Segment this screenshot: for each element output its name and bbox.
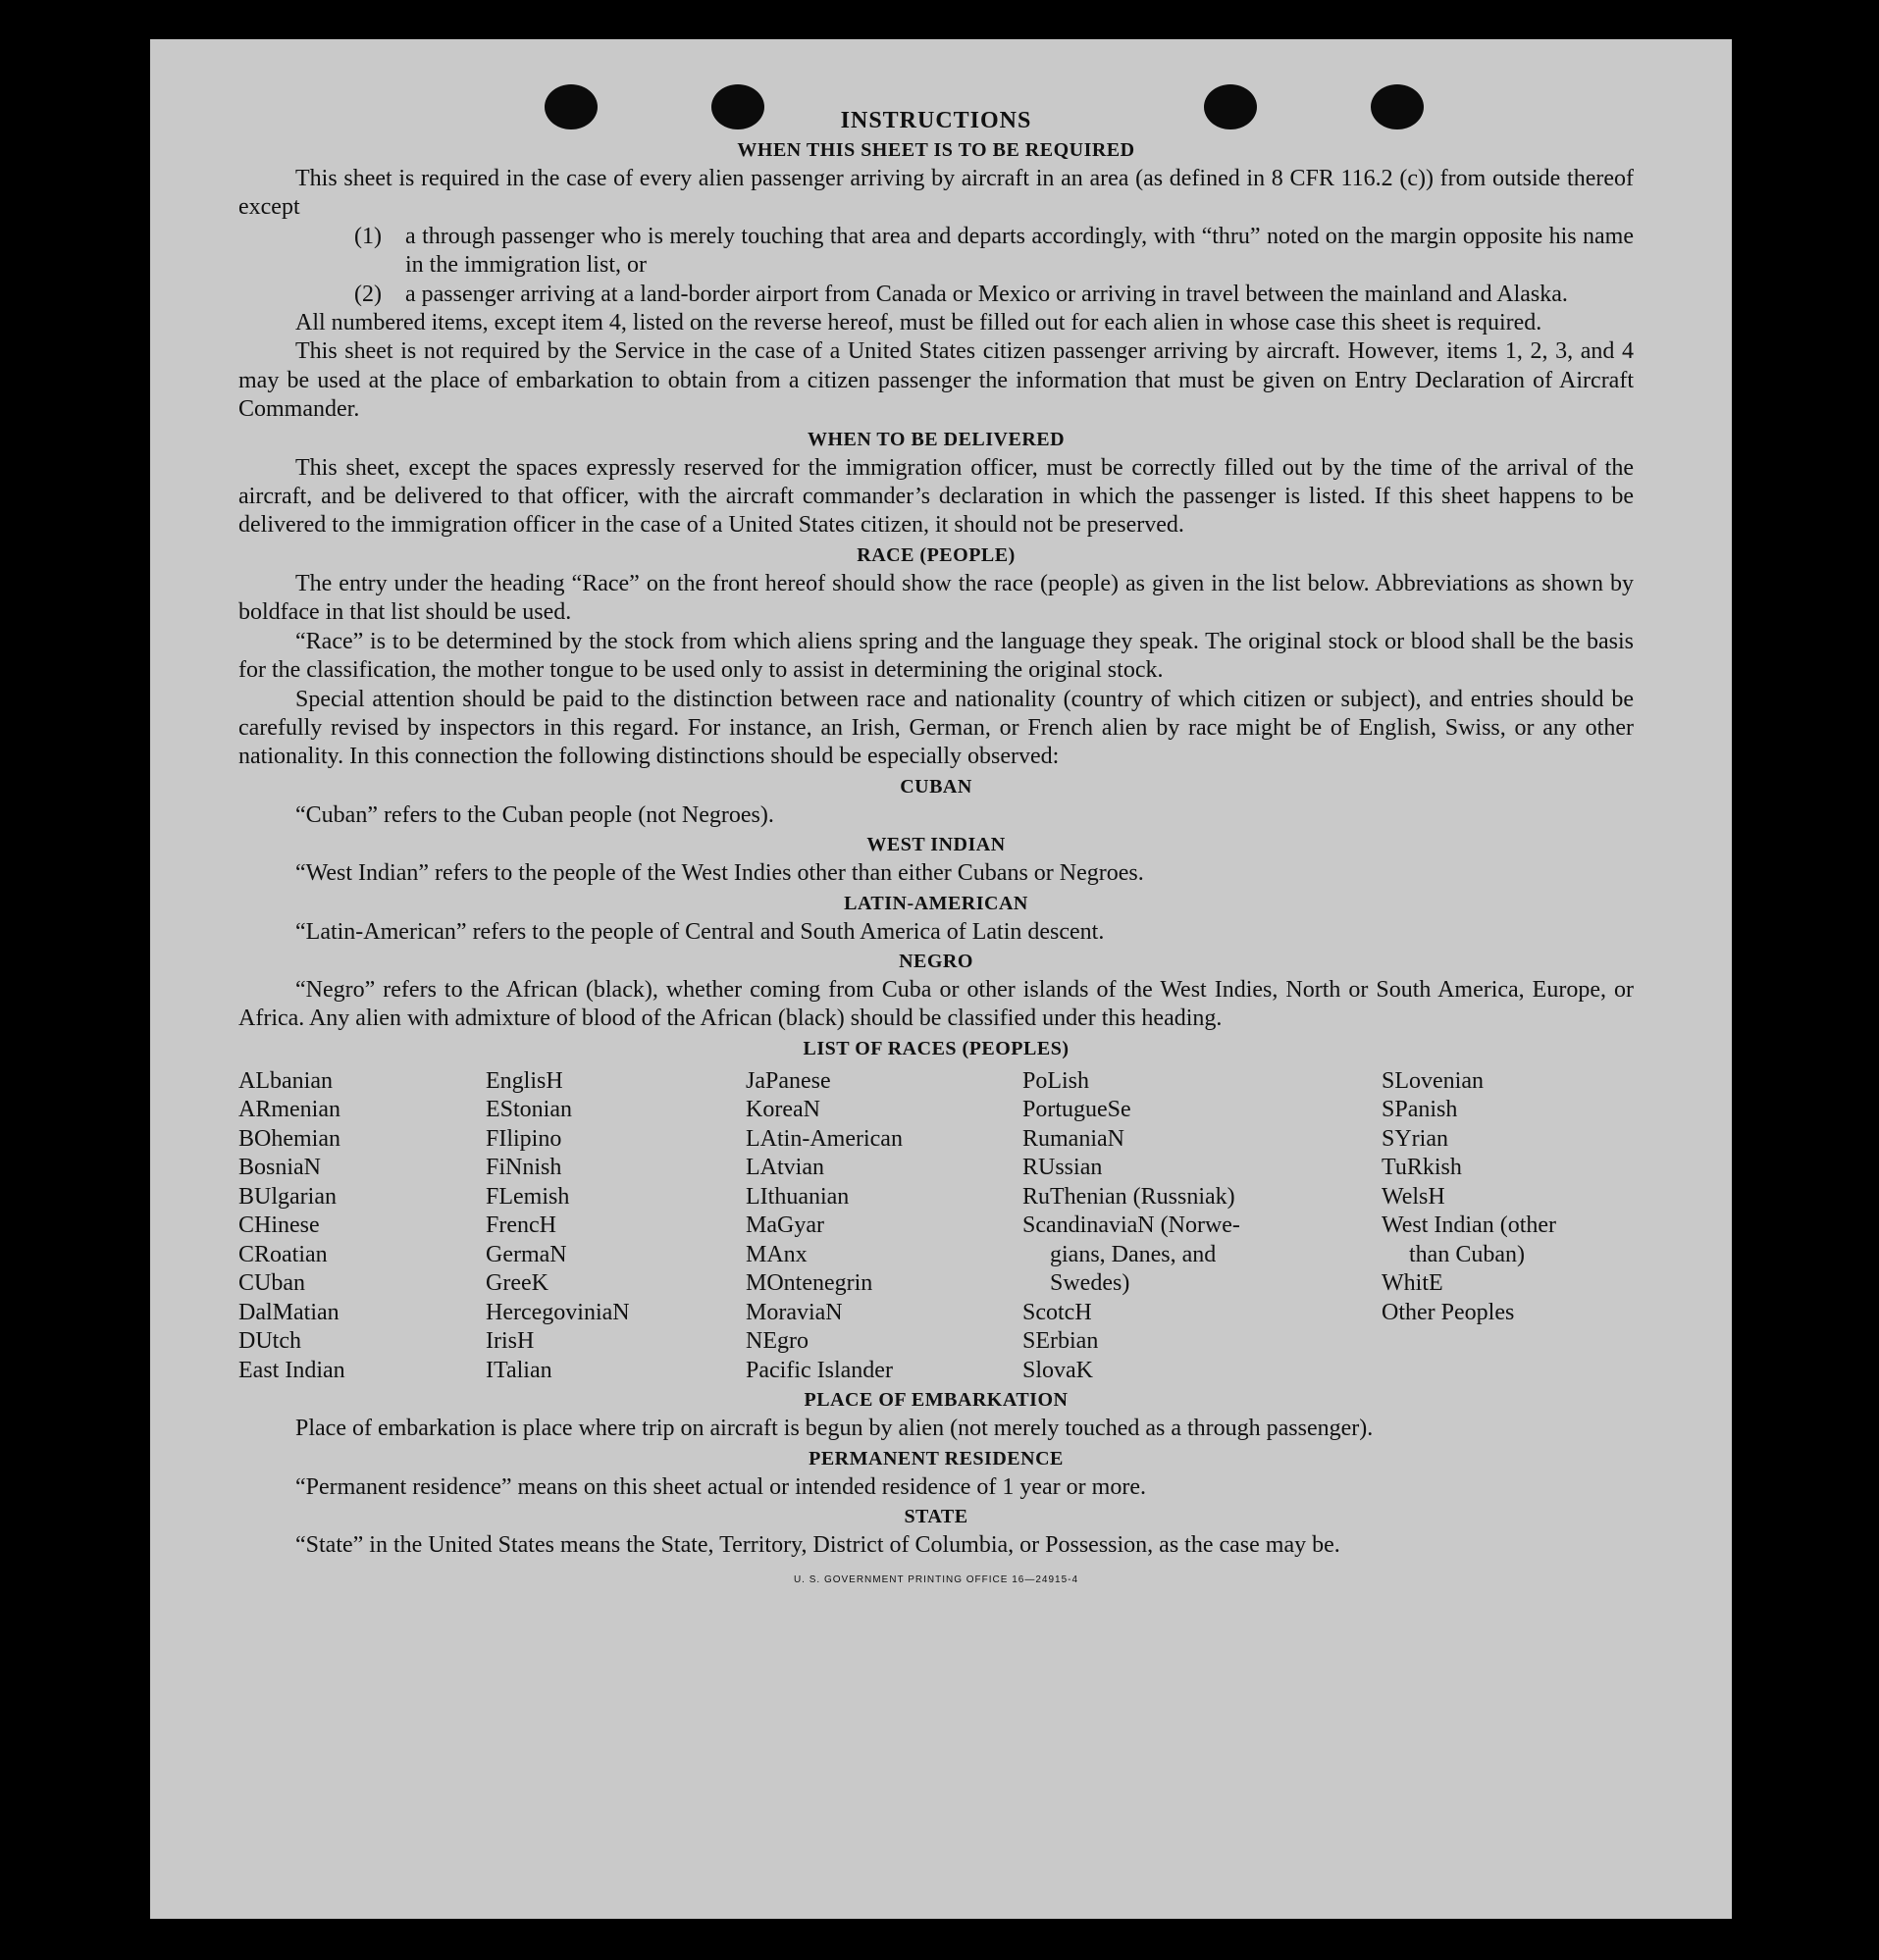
race-entry: TuRkish bbox=[1382, 1155, 1462, 1181]
race-entry: SlovaK bbox=[1022, 1357, 1093, 1383]
paragraph: This sheet is required in the case of every alien passenger arriving by aircraft in an area (as defined in 8 CFR 116.2 (c)) from outside thereof except bbox=[238, 166, 1634, 221]
race-entry: Other Peoples bbox=[1382, 1299, 1515, 1325]
race-entry: ScotcH bbox=[1022, 1299, 1092, 1325]
race-entry: ARmenian bbox=[238, 1097, 340, 1123]
section-heading: CUBAN bbox=[900, 775, 972, 798]
race-entry: Pacific Islander bbox=[746, 1357, 893, 1383]
races-group bbox=[1022, 1067, 1382, 1241]
paragraph: This sheet, except the spaces expressly reserved for the immigration officer, must be correctly filled out by the time of the arrival of the aircraft, and be delivered to that officer, with the aircraft commander’s declaration in which the passenger is listed. If this sheet happens to be delivered to the immigration officer in the case of a United States citizen, it should not be preserved. bbox=[238, 454, 1634, 539]
race-entry: East Indian bbox=[238, 1357, 345, 1383]
races-column bbox=[1022, 1067, 1382, 1386]
race-entry: MAnx bbox=[746, 1241, 808, 1267]
definition: “Latin-American” refers to the people of Central and South America of Latin descent. bbox=[295, 918, 1105, 945]
race-entry: MaGyar bbox=[746, 1212, 824, 1239]
section-heading: PLACE OF EMBARKATION bbox=[804, 1389, 1069, 1412]
races-group bbox=[1382, 1269, 1634, 1327]
race-entry: ALbanian bbox=[238, 1067, 333, 1094]
race-entry: PoLish bbox=[1022, 1067, 1090, 1094]
race-entry: RumaniaN bbox=[1022, 1125, 1124, 1152]
page-title: INSTRUCTIONS bbox=[840, 108, 1032, 133]
races-group bbox=[1382, 1241, 1634, 1270]
race-entry: BUlgarian bbox=[238, 1183, 337, 1210]
paragraph: The entry under the heading “Race” on the front hereof should show the race (people) as given in the list below. Abbreviations as shown by boldface in that list should be used. bbox=[238, 570, 1634, 626]
race-entry: SLovenian bbox=[1382, 1067, 1484, 1094]
list-item bbox=[354, 223, 1634, 281]
paragraph: Special attention should be paid to the distinction between race and nationality (country of which citizen or subject), and entries should be carefully revised by inspectors in this regard. For instance, an Irish, German, or French alien by race might be of English, Swiss, or any other nationality. In this connection the following distinctions should be especially observed: bbox=[238, 686, 1634, 770]
race-entry: PortugueSe bbox=[1022, 1097, 1131, 1123]
printer-imprint: U. S. GOVERNMENT PRINTING OFFICE 16—24915-4 bbox=[793, 1574, 1079, 1586]
race-entry: CUban bbox=[238, 1270, 305, 1297]
race-entry: DUtch bbox=[238, 1328, 301, 1355]
section-heading: LIST OF RACES (PEOPLES) bbox=[803, 1037, 1070, 1059]
race-entry: KoreaN bbox=[746, 1097, 820, 1123]
races-group bbox=[1382, 1067, 1634, 1241]
race-entry: DalMatian bbox=[238, 1299, 339, 1325]
race-entry: MOntenegrin bbox=[746, 1270, 873, 1297]
race-entry: WhitE bbox=[1382, 1270, 1443, 1297]
race-entry: gians, Danes, and bbox=[1050, 1241, 1217, 1267]
item-number: (2) bbox=[354, 281, 382, 307]
race-entry: LIthuanian bbox=[746, 1183, 850, 1210]
race-entry: RuThenian (Russniak) bbox=[1022, 1183, 1235, 1210]
definition: “Negro” refers to the African (black), whether coming from Cuba or other islands of the West Indies, North or South America, Europe, or Africa. Any alien with admixture of blood of the African (black) should be classified under this heading. bbox=[238, 976, 1634, 1032]
race-entry: HercegoviniaN bbox=[486, 1299, 630, 1325]
race-entry: EStonian bbox=[486, 1097, 572, 1123]
races-group bbox=[1022, 1299, 1382, 1386]
section-heading: RACE (PEOPLE) bbox=[857, 543, 1016, 566]
instructions-content bbox=[238, 106, 1634, 1595]
race-entry: GreeK bbox=[486, 1270, 548, 1297]
section-heading: STATE bbox=[904, 1506, 968, 1528]
races-column bbox=[238, 1067, 486, 1386]
race-entry: IrisH bbox=[486, 1328, 535, 1355]
race-entry: EnglisH bbox=[486, 1067, 563, 1094]
race-entry: BOhemian bbox=[238, 1125, 340, 1152]
race-entry: SYrian bbox=[1382, 1125, 1448, 1152]
section-heading: NEGRO bbox=[899, 950, 973, 972]
race-entry: SErbian bbox=[1022, 1328, 1099, 1355]
list-item bbox=[354, 281, 1634, 309]
item-text: a through passenger who is merely touching that area and departs accordingly, with “thru” noted on the margin opposite his name in the immigration list, or bbox=[405, 223, 1634, 279]
item-text: a passenger arriving at a land-border airport from Canada or Mexico or arriving in travel between the mainland and Alaska. bbox=[405, 281, 1568, 307]
race-entry: CHinese bbox=[238, 1212, 320, 1239]
document-sheet bbox=[150, 39, 1732, 1919]
race-entry: CRoatian bbox=[238, 1241, 328, 1267]
section-heading: WHEN THIS SHEET IS TO BE REQUIRED bbox=[737, 139, 1135, 161]
race-entry: NEgro bbox=[746, 1328, 809, 1355]
race-entry: Swedes) bbox=[1050, 1270, 1130, 1297]
race-entry: FrencH bbox=[486, 1212, 556, 1239]
definition: “State” in the United States means the State, Territory, District of Columbia, or Possession, as the case may be. bbox=[295, 1532, 1340, 1559]
races-column bbox=[486, 1067, 746, 1386]
section-heading: WEST INDIAN bbox=[866, 834, 1006, 856]
race-entry: LAtin-American bbox=[746, 1125, 903, 1152]
races-list bbox=[238, 1067, 1634, 1386]
race-entry: than Cuban) bbox=[1409, 1241, 1525, 1267]
definition: “West Indian” refers to the people of the West Indies other than either Cubans or Negroes. bbox=[295, 860, 1144, 887]
race-entry: MoraviaN bbox=[746, 1299, 843, 1325]
race-entry: WelsH bbox=[1382, 1183, 1445, 1210]
paragraph: This sheet is not required by the Service in the case of a United States citizen passenger arriving by aircraft. However, items 1, 2, 3, and 4 may be used at the place of embarkation to obtain from a citizen passenger the information that must be given on Entry Declaration of Aircraft Commander. bbox=[238, 338, 1634, 423]
race-entry: FIlipino bbox=[486, 1125, 562, 1152]
races-column bbox=[1382, 1067, 1634, 1386]
paragraph: “Race” is to be determined by the stock from which aliens spring and the language they speak. The original stock or blood shall be the basis for the classification, the mother tongue to be used only to assist in determining the original stock. bbox=[238, 628, 1634, 684]
race-entry: West Indian (other bbox=[1382, 1212, 1557, 1239]
race-entry: ScandinaviaN (Norwe- bbox=[1022, 1212, 1240, 1239]
definition: “Cuban” refers to the Cuban people (not Negroes). bbox=[295, 801, 774, 828]
paragraph: All numbered items, except item 4, listed on the reverse hereof, must be filled out for each alien in whose case this sheet is required. bbox=[295, 310, 1542, 336]
race-entry: SPanish bbox=[1382, 1097, 1458, 1123]
item-number: (1) bbox=[354, 223, 382, 249]
race-entry: RUssian bbox=[1022, 1155, 1103, 1181]
definition: “Permanent residence” means on this sheet actual or intended residence of 1 year or more. bbox=[295, 1473, 1146, 1500]
race-entry: GermaN bbox=[486, 1241, 567, 1267]
race-entry: LAtvian bbox=[746, 1155, 824, 1181]
race-entry: JaPanese bbox=[746, 1067, 831, 1094]
section-heading: PERMANENT RESIDENCE bbox=[809, 1447, 1064, 1470]
races-column bbox=[746, 1067, 1022, 1386]
section-heading: WHEN TO BE DELIVERED bbox=[807, 428, 1066, 450]
race-entry: FLemish bbox=[486, 1183, 570, 1210]
race-entry: FiNnish bbox=[486, 1155, 562, 1181]
definition: Place of embarkation is place where trip on aircraft is begun by alien (not merely touched as a through passenger). bbox=[295, 1416, 1374, 1442]
race-entry: ITalian bbox=[486, 1357, 552, 1383]
section-heading: LATIN-AMERICAN bbox=[844, 892, 1028, 914]
race-entry: BosniaN bbox=[238, 1155, 321, 1181]
races-group bbox=[1022, 1241, 1382, 1299]
